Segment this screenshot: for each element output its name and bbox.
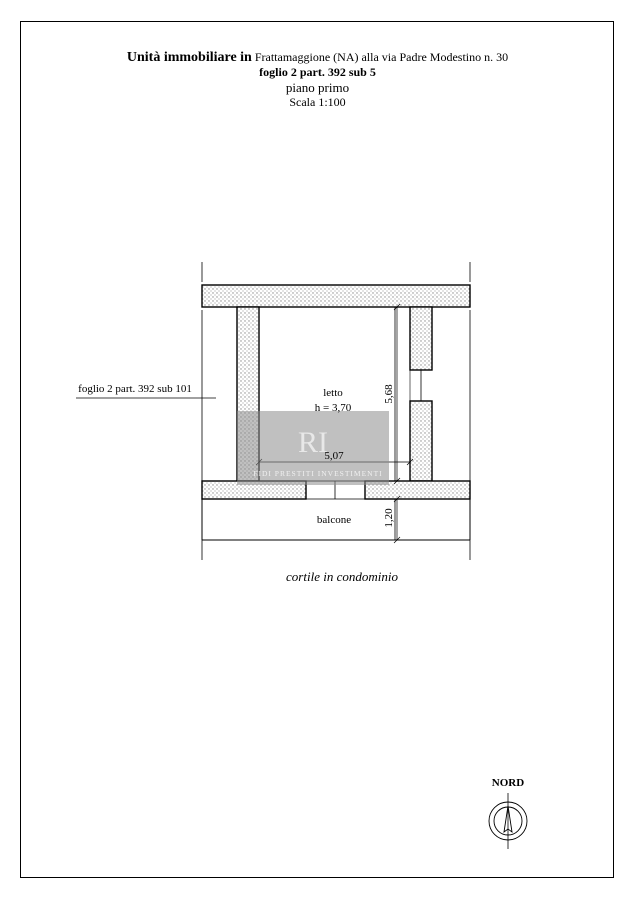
watermark [237, 411, 389, 485]
balcony-label: balcone [316, 514, 352, 526]
courtyard-label: cortile in condominio [286, 569, 398, 584]
dim-width-label: 5,07 [324, 450, 344, 462]
room-height-label: h = 3,70 [314, 402, 352, 414]
title-floor: piano primo [285, 80, 350, 95]
title-address: Frattamaggione (NA) alla via Padre Modestino n. 30 [251, 50, 509, 64]
north-arrow [489, 777, 527, 849]
room-name-label: letto [323, 387, 343, 399]
title-cadastral: foglio 2 part. 392 sub 5 [259, 65, 376, 79]
dim-depth-label: 5,68 [383, 384, 395, 404]
wall-top [202, 285, 470, 307]
title-unit-label: Unità immobiliare in [126, 50, 252, 65]
wall-right-upper [410, 307, 432, 370]
adjacent-unit-label: foglio 2 part. 392 sub 101 [78, 383, 192, 395]
watermark-brand: FIDI PRESTITI INVESTIMENTI [253, 469, 383, 478]
title-scale: Scala 1:100 [289, 95, 346, 109]
dim-balcony-label: 1,20 [383, 508, 395, 528]
north-label: NORD [491, 777, 525, 789]
watermark-logo: RI [298, 426, 328, 459]
window-right [410, 370, 432, 401]
wall-right-lower [410, 401, 432, 481]
